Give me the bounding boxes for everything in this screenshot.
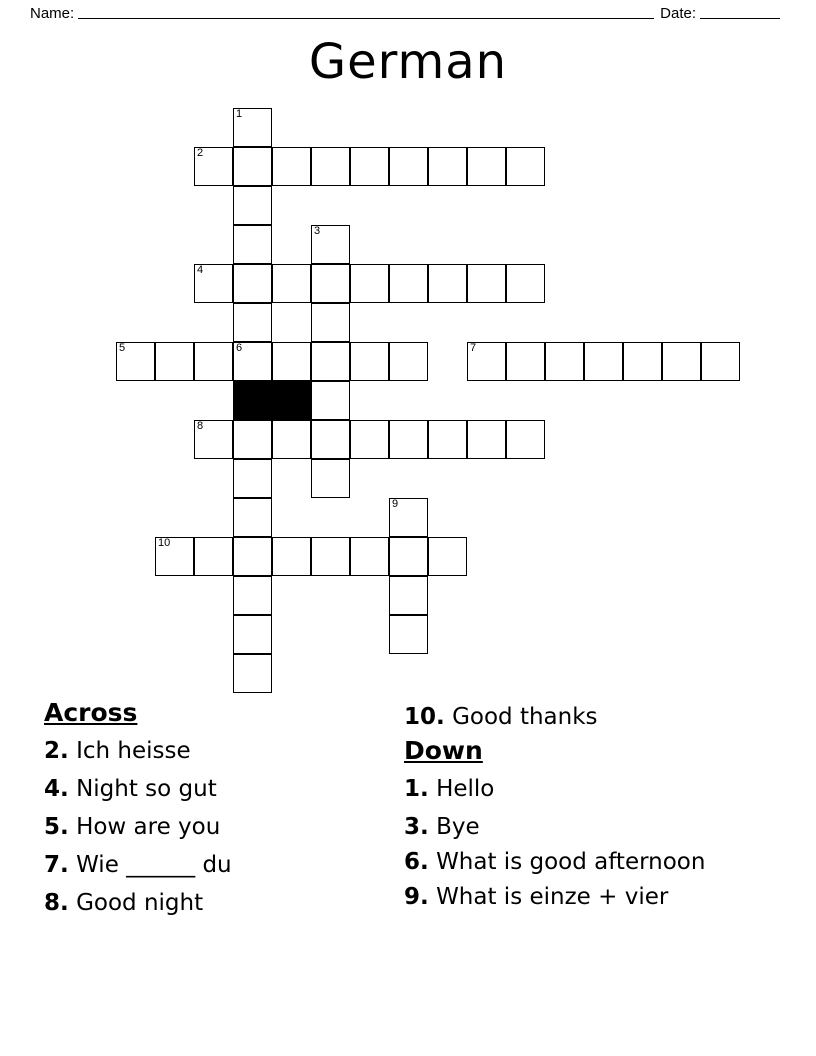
name-label: Name: (30, 4, 75, 22)
clue-text: Good night (76, 890, 204, 916)
grid-cell[interactable] (389, 537, 428, 576)
grid-cell[interactable] (467, 342, 506, 381)
grid-cell[interactable] (272, 342, 311, 381)
grid-cell[interactable] (155, 342, 194, 381)
grid-cell[interactable] (272, 264, 311, 303)
clue-text: What is einze + vier (436, 884, 669, 910)
grid-cell[interactable] (233, 654, 272, 693)
grid-cell[interactable] (389, 576, 428, 615)
grid-cell[interactable] (389, 615, 428, 654)
clue-down-9[interactable] (404, 878, 754, 916)
clue-number: 6. (404, 849, 429, 875)
grid-cell[interactable] (233, 225, 272, 264)
grid-cell-number: 8 (197, 420, 204, 432)
grid-cell[interactable] (506, 264, 545, 303)
clue-number: 7. (44, 852, 69, 878)
grid-cell[interactable] (584, 342, 623, 381)
clue-down-1[interactable] (404, 770, 754, 808)
page-title: German (308, 34, 508, 90)
grid-cell[interactable] (428, 147, 467, 186)
grid-cell[interactable] (194, 420, 233, 459)
grid-cell[interactable] (116, 342, 155, 381)
grid-cell[interactable] (233, 108, 272, 147)
clue-across-5[interactable] (44, 808, 394, 846)
grid-cell[interactable] (233, 186, 272, 225)
clue-across-10[interactable] (404, 698, 754, 736)
clue-down-6[interactable] (404, 846, 754, 878)
grid-cell[interactable] (194, 147, 233, 186)
grid-cell[interactable] (545, 342, 584, 381)
clue-text: Hello (436, 776, 495, 802)
grid-cell[interactable] (350, 537, 389, 576)
grid-cell-number: 3 (314, 225, 321, 237)
grid-cell[interactable] (155, 537, 194, 576)
name-write-line (78, 4, 654, 19)
crossword-grid[interactable] (0, 108, 816, 698)
grid-cell-number: 6 (236, 342, 243, 354)
grid-cell[interactable] (389, 264, 428, 303)
grid-cell[interactable] (467, 147, 506, 186)
grid-cell[interactable] (272, 147, 311, 186)
grid-cell[interactable] (311, 420, 350, 459)
grid-cell[interactable] (233, 576, 272, 615)
clue-across-7[interactable] (44, 846, 394, 884)
across-heading: Across (44, 698, 138, 727)
clue-text: Good thanks (452, 704, 598, 730)
grid-cell[interactable] (389, 147, 428, 186)
grid-cell[interactable] (350, 264, 389, 303)
grid-cell-number: 4 (197, 264, 204, 276)
grid-cell[interactable] (311, 342, 350, 381)
grid-cell[interactable] (662, 342, 701, 381)
grid-cell[interactable] (311, 147, 350, 186)
grid-cell[interactable] (233, 147, 272, 186)
grid-cell[interactable] (233, 342, 272, 381)
grid-cell[interactable] (311, 303, 350, 342)
grid-cell[interactable] (389, 498, 428, 537)
down-heading: Down (404, 736, 483, 765)
clue-text: Night so gut (76, 776, 217, 802)
grid-cell[interactable] (194, 537, 233, 576)
grid-block-cell (233, 381, 272, 420)
grid-cell[interactable] (233, 615, 272, 654)
clue-number: 10. (404, 704, 445, 730)
header-name-date-line (30, 0, 786, 26)
clue-number: 9. (404, 884, 429, 910)
clue-across-4[interactable] (44, 770, 394, 808)
grid-cell[interactable] (233, 264, 272, 303)
grid-cell[interactable] (428, 264, 467, 303)
grid-cell[interactable] (233, 303, 272, 342)
grid-cell[interactable] (701, 342, 740, 381)
clue-text: How are you (76, 814, 221, 840)
clue-number: 5. (44, 814, 69, 840)
grid-cell[interactable] (467, 420, 506, 459)
grid-cell-number: 9 (392, 498, 399, 510)
clues-column-left (44, 698, 394, 922)
clues-column-right (404, 698, 754, 916)
grid-cell[interactable] (194, 264, 233, 303)
clue-text: Bye (436, 814, 480, 840)
date-label: Date: (660, 4, 696, 22)
clue-across-2[interactable] (44, 732, 394, 770)
grid-cell[interactable] (350, 147, 389, 186)
grid-cell[interactable] (350, 342, 389, 381)
clue-text: What is good afternoon (436, 849, 706, 875)
grid-cell[interactable] (506, 420, 545, 459)
clues-section (44, 698, 784, 998)
grid-cell[interactable] (311, 537, 350, 576)
clue-text: Ich heisse (76, 738, 191, 764)
grid-cell[interactable] (311, 264, 350, 303)
grid-cell[interactable] (233, 420, 272, 459)
grid-cell[interactable] (233, 498, 272, 537)
grid-cell[interactable] (233, 459, 272, 498)
grid-cell[interactable] (233, 537, 272, 576)
date-write-line (700, 4, 780, 19)
clue-number: 8. (44, 890, 69, 916)
clue-text: Wie ______ du (76, 852, 232, 878)
grid-cell[interactable] (428, 420, 467, 459)
clue-across-8[interactable] (44, 884, 394, 922)
grid-cell[interactable] (506, 342, 545, 381)
grid-cell[interactable] (389, 420, 428, 459)
grid-cell[interactable] (272, 420, 311, 459)
clue-number: 1. (404, 776, 429, 802)
grid-cell-number: 5 (119, 342, 126, 354)
grid-cell[interactable] (506, 147, 545, 186)
grid-cell[interactable] (428, 537, 467, 576)
grid-cell[interactable] (623, 342, 662, 381)
grid-cell[interactable] (389, 342, 428, 381)
grid-cell[interactable] (194, 342, 233, 381)
clue-number: 4. (44, 776, 69, 802)
clue-down-3[interactable] (404, 808, 754, 846)
grid-cell[interactable] (467, 264, 506, 303)
grid-cell[interactable] (311, 381, 350, 420)
grid-cell[interactable] (272, 537, 311, 576)
grid-cell[interactable] (350, 420, 389, 459)
clue-number: 3. (404, 814, 429, 840)
grid-cell-number: 7 (470, 342, 477, 354)
clue-number: 2. (44, 738, 69, 764)
grid-cell[interactable] (311, 225, 350, 264)
grid-cell[interactable] (311, 459, 350, 498)
grid-block-cell (272, 381, 311, 420)
grid-cell-number: 2 (197, 147, 204, 159)
grid-cell-number: 10 (158, 537, 171, 549)
grid-cell-number: 1 (236, 108, 243, 120)
